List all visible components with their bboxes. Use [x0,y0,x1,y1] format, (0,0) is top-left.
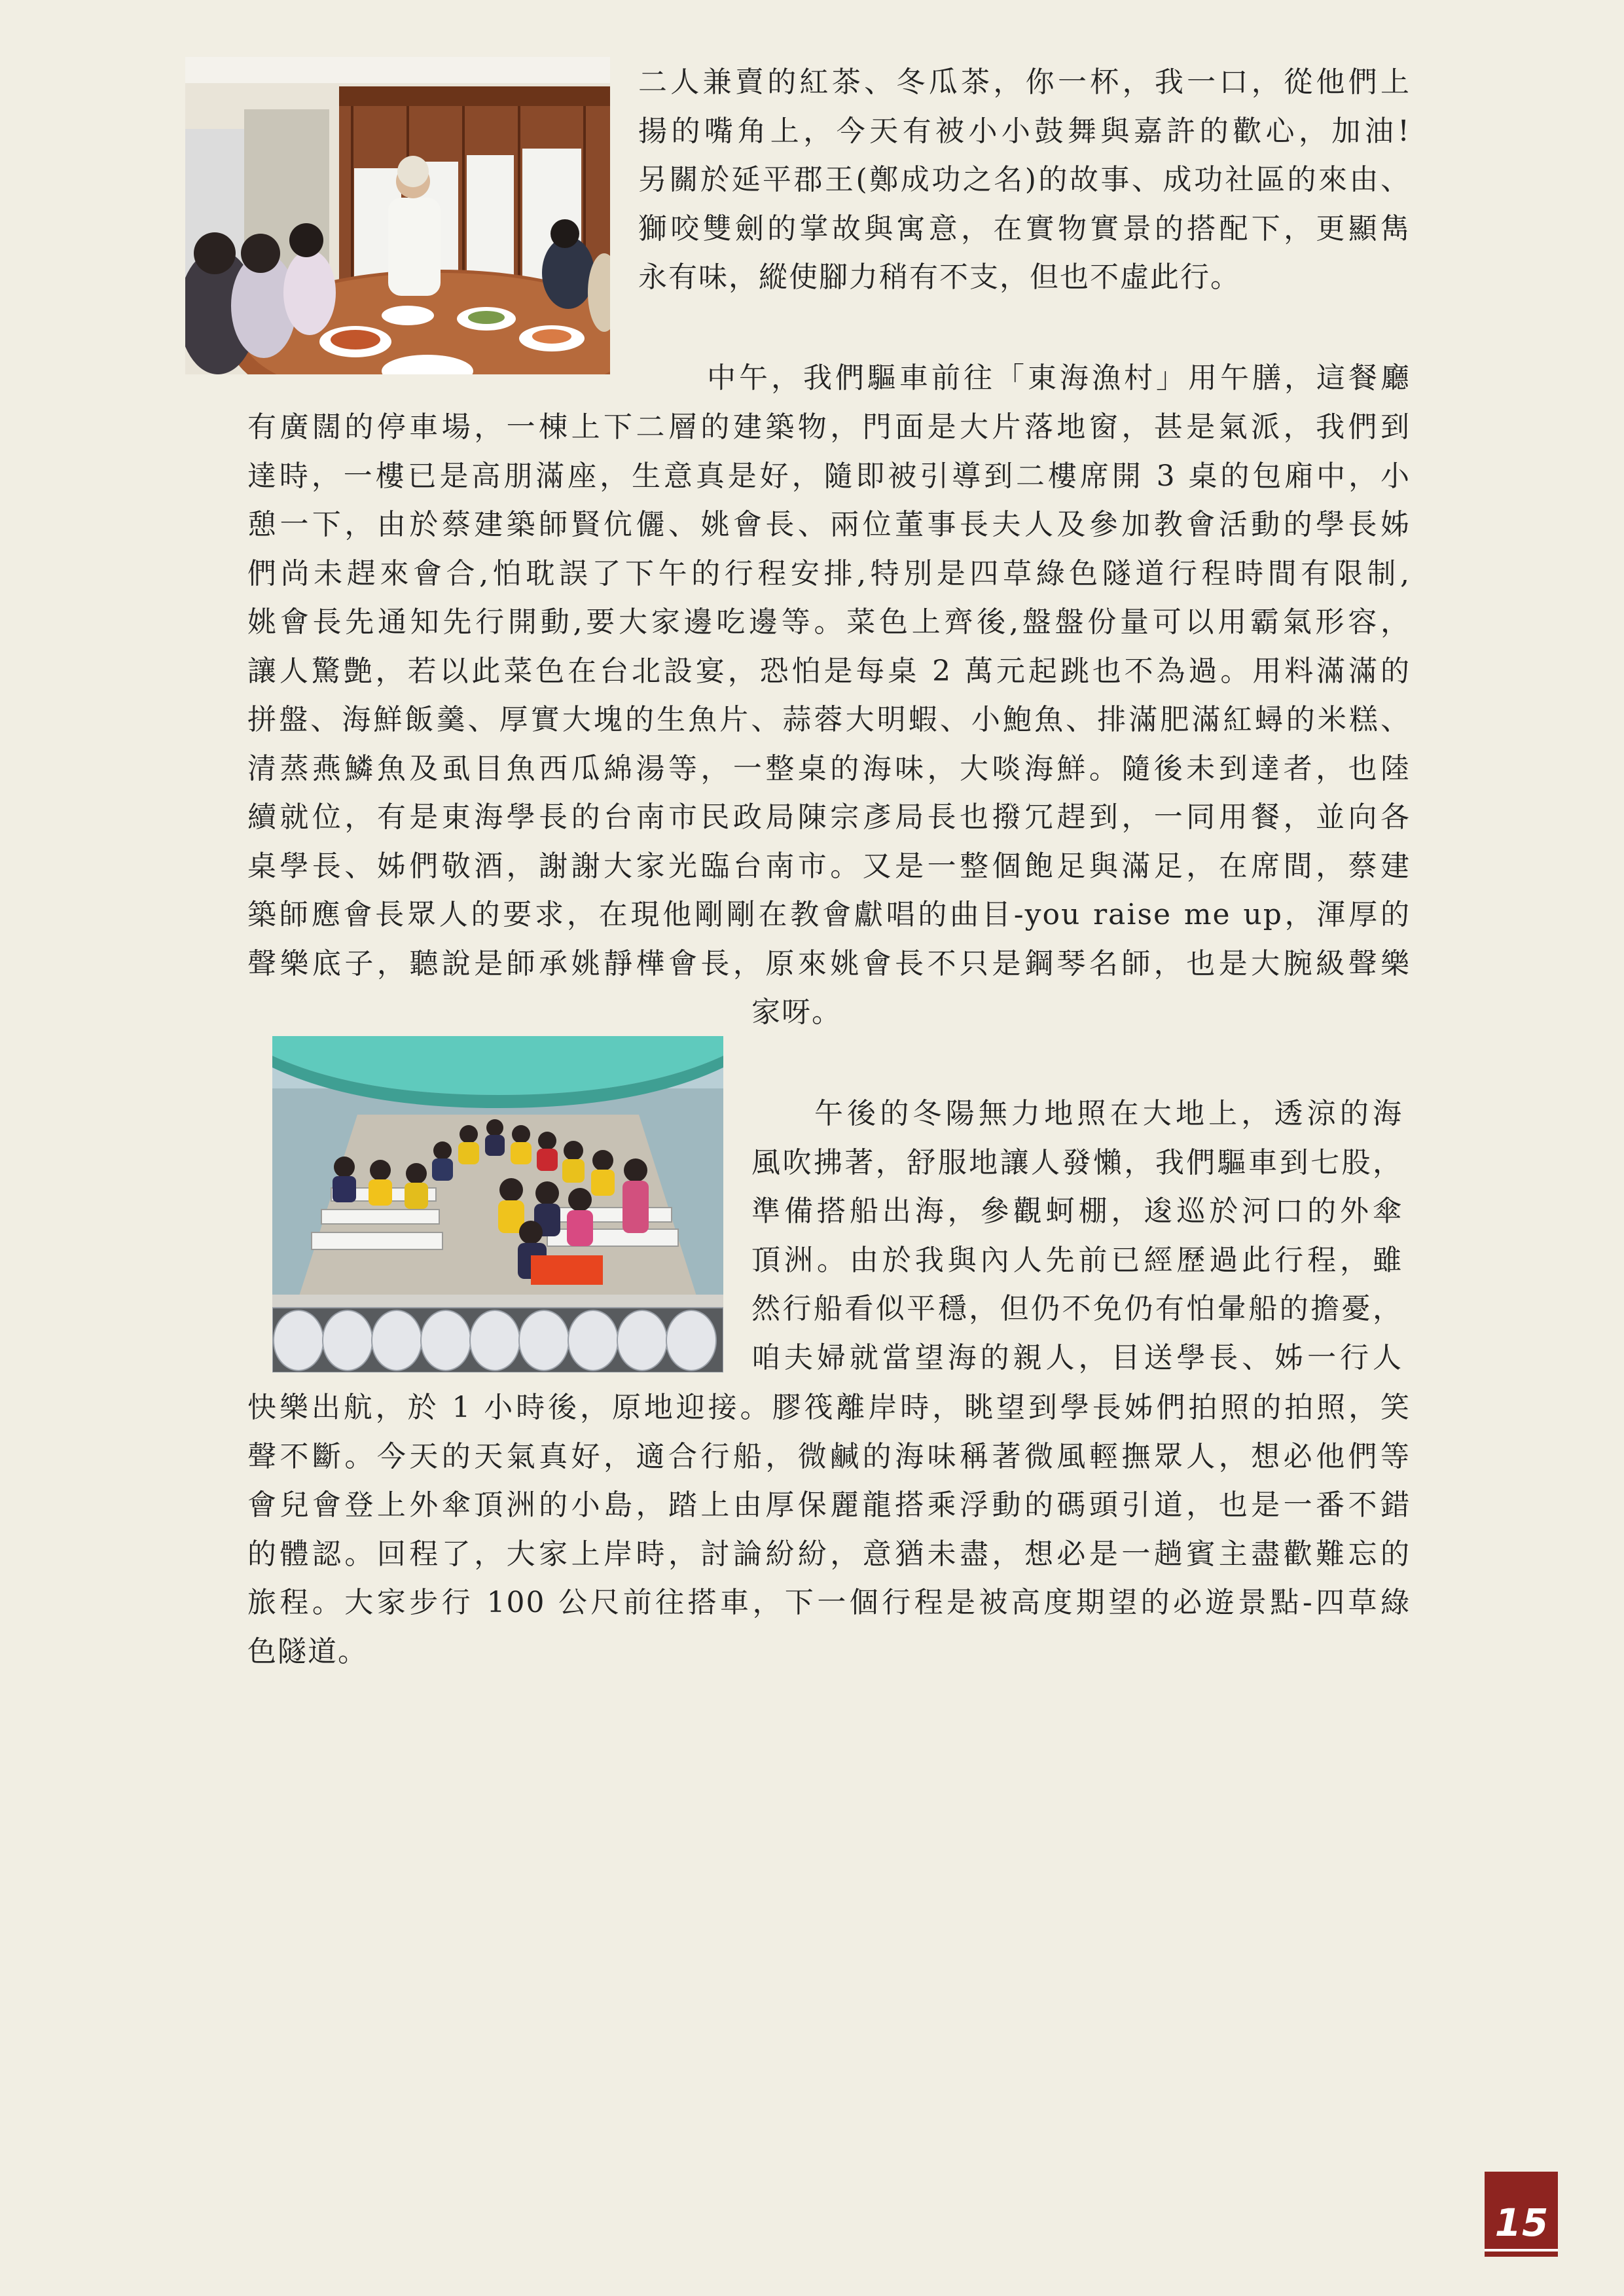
text-line: 二人兼賣的紅茶、冬瓜茶，你一杯，我一口，從他們上 [638,65,1411,99]
text-line: 風吹拂著，舒服地讓人發懶，我們驅車到七股， [751,1145,1403,1179]
text-line: 桌學長、姊們敬酒，謝謝大家光臨台南市。又是一整個飽足與滿足，在席間，蔡建 [247,849,1411,883]
page-number-underline [1485,2249,1558,2251]
page-number: 15 [1494,2200,1549,2245]
text-line: 另關於延平郡王(鄭成功之名)的故事、成功社區的來由、 [638,163,1411,196]
text-line: 中午，我們驅車前往「東海漁村」用午膳，這餐廳 [707,361,1411,395]
paragraph-lunch [247,403,1411,988]
paragraph-boat-trip [247,1384,1411,1676]
boat-group-photo-drawing [272,1036,723,1372]
boat-group-photo [272,1036,723,1372]
text-line: 憩一下，由於蔡建築師賢伉儷、姚會長、兩位董事長夫人及參加教會活動的學長姊 [247,508,1411,541]
text-line: 然行船看似平穩，但仍不免仍有怕暈船的擔憂， [751,1292,1403,1325]
text-line: 聲不斷。今天的天氣真好，適合行船，微鹹的海味稱著微風輕撫眾人，想必他們等 [247,1439,1411,1473]
text-line: 色隧道。 [247,1634,368,1668]
text-line: 午後的冬陽無力地照在大地上，透涼的海 [814,1097,1403,1130]
restaurant-photo-drawing [185,57,610,374]
text-line: 姚會長先通知先行開動,要大家邊吃邊等。菜色上齊後,盤盤份量可以用霸氣形容， [247,605,1411,639]
text-line: 家呀。 [751,996,842,1029]
text-line: 旅程。大家步行 100 公尺前往搭車，下一個行程是被高度期望的必遊景點-四草綠 [247,1586,1411,1619]
text-line: 咱夫婦就當望海的親人，目送學長、姊一行人 [751,1340,1403,1374]
text-line: 準備搭船出海，參觀蚵棚，逡巡於河口的外傘 [751,1194,1403,1228]
paragraph-tea-stall [638,58,1411,302]
paragraph-lunch-last-line [751,988,1013,1037]
text-line: 揚的嘴角上，今天有被小小鼓舞與嘉許的歡心，加油! [638,114,1411,148]
text-line: 拼盤、海鮮飯羹、厚實大塊的生魚片、蒜蓉大明蝦、小鮑魚、排滿肥滿紅蟳的米糕、 [247,703,1411,736]
paragraph-lunch-first-line [707,354,1411,403]
text-line: 築師應會長眾人的要求，在現他剛剛在教會獻唱的曲目-you raise me up，渾厚的 [247,898,1411,931]
text-line: 們尚未趕來會合,怕耽誤了下午的行程安排,特別是四草綠色隧道行程時間有限制, [247,556,1411,590]
text-line: 頂洲。由於我與內人先前已經歷過此行程，雖 [751,1243,1403,1277]
text-line: 會兒會登上外傘頂洲的小島，踏上由厚保麗龍搭乘浮動的碼頭引道，也是一番不錯 [247,1488,1411,1522]
text-line: 永有味，縱使腳力稍有不支，但也不虛此行。 [638,260,1240,294]
restaurant-photo [185,57,610,374]
paragraph-afternoon [751,1090,1403,1382]
text-line: 有廣闊的停車場，一棟上下二層的建築物，門面是大片落地窗，甚是氣派，我們到 [247,410,1411,444]
text-line: 達時，一樓已是高朋滿座，生意真是好，隨即被引導到二樓席開 3 桌的包廂中，小 [247,459,1411,493]
text-line: 快樂出航，於 1 小時後，原地迎接。膠筏離岸時，眺望到學長姊們拍照的拍照，笑 [247,1391,1411,1424]
text-line: 的體認。回程了，大家上岸時，討論紛紛，意猶未盡，想必是一趟賓主盡歡難忘的 [247,1537,1411,1571]
text-line: 聲樂底子，聽說是師承姚靜樺會長，原來姚會長不只是鋼琴名師，也是大腕級聲樂 [247,946,1411,980]
text-line: 讓人驚艶，若以此菜色在台北設宴，恐怕是每桌 2 萬元起跳也不為過。用料滿滿的 [247,654,1411,688]
text-line: 續就位，有是東海學長的台南市民政局陳宗彥局長也撥冗趕到，一同用餐，並向各 [247,800,1411,834]
text-line: 獅咬雙劍的掌故與寓意，在實物實景的搭配下，更顯雋 [638,211,1411,245]
text-line: 清蒸燕鱗魚及虱目魚西瓜綿湯等，一整桌的海味，大啖海鮮。隨後未到達者，也陸 [247,751,1411,785]
